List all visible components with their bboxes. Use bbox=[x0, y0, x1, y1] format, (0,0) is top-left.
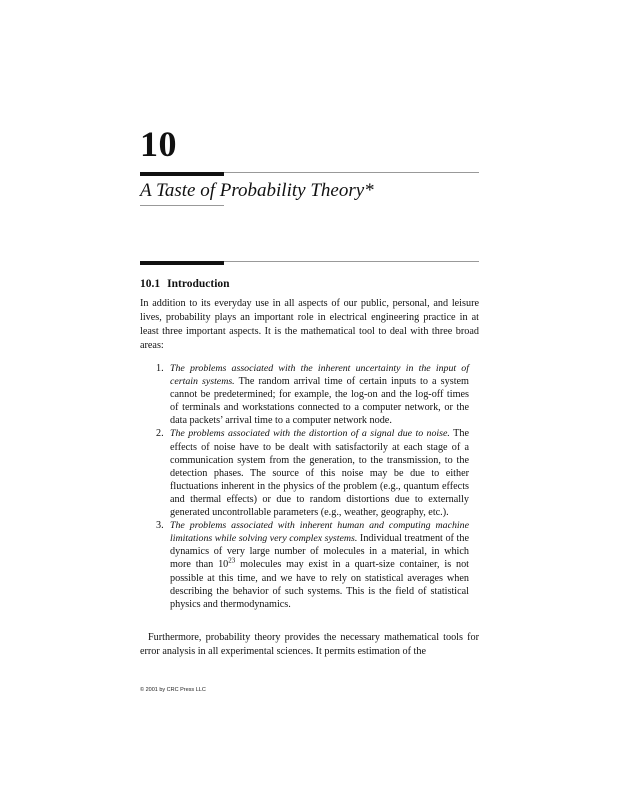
problem-list bbox=[158, 362, 469, 611]
list-marker: 2. bbox=[156, 428, 164, 440]
chapter-rule-thin bbox=[224, 172, 479, 173]
list-item bbox=[158, 427, 469, 519]
chapter-number: 10 bbox=[140, 124, 177, 164]
list-marker: 3. bbox=[156, 520, 164, 532]
list-item-text-before-superscript: Individual treatment of the dynamics of very large number of molecules in a material, in which more than 10 bbox=[170, 533, 469, 571]
list-item-lead: The problems associated with the inherent uncertainty in the input of certain systems. bbox=[170, 363, 469, 388]
exponent-superscript: 23 bbox=[228, 557, 236, 566]
closing-paragraph: Furthermore, probability theory provides the necessary mathematical tools for error analysis in all experimental sciences. It permits estimation of the bbox=[140, 632, 479, 658]
list-item-text-after-superscript: molecules may exist in a quart-size container, is not possible at this time, and we have to rely on statistical averages when describing the behavior of such systems. This is the field of statistical physics and thermodynamics. bbox=[170, 559, 469, 610]
intro-paragraph: In addition to its everyday use in all aspects of our public, personal, and leisure lives, probability plays an important role in electrical engineering practice in at least three important aspects. It is the mathematical tool to deal with three broad areas: bbox=[140, 298, 479, 352]
list-item-text: The effects of noise have to be dealt with satisfactorily at each stage of a communication system from the generation, to the transmission, to the detection phases. The source of this noise may be due to either fluctuations inherent in the physics of the problem (e.g., quantum effects and thermal effects) or due to random distortions due to externally generated uncontrollable parameters (e.g., weather, geography, etc.). bbox=[170, 428, 470, 519]
section-heading bbox=[140, 278, 230, 292]
list-marker: 1. bbox=[156, 363, 164, 374]
chapter-title-underline bbox=[140, 205, 224, 206]
list-item-lead: The problems associated with inherent human and computing machine limitations while solving very complex systems. bbox=[170, 520, 469, 545]
section-rule-thick bbox=[140, 261, 224, 265]
chapter-title: A Taste of Probability Theory* bbox=[140, 180, 374, 201]
list-item bbox=[158, 362, 469, 427]
section-number: 10.1 bbox=[140, 278, 161, 290]
copyright-footer: © 2001 by CRC Press LLC bbox=[140, 687, 206, 693]
list-item-text: The random arrival time of certain inputs to a system cannot be predetermined; for example, the log-on and the log-off times of terminals and workstations connected to a computer network, or the data packets’ arrival time to a computer network node. bbox=[170, 376, 469, 427]
list-item-lead: The problems associated with the distortion of a signal due to noise. bbox=[170, 428, 450, 440]
chapter-rule-thick bbox=[140, 172, 224, 176]
section-rule-thin bbox=[224, 261, 479, 262]
list-item bbox=[158, 519, 469, 611]
section-title: Introduction bbox=[167, 278, 230, 290]
